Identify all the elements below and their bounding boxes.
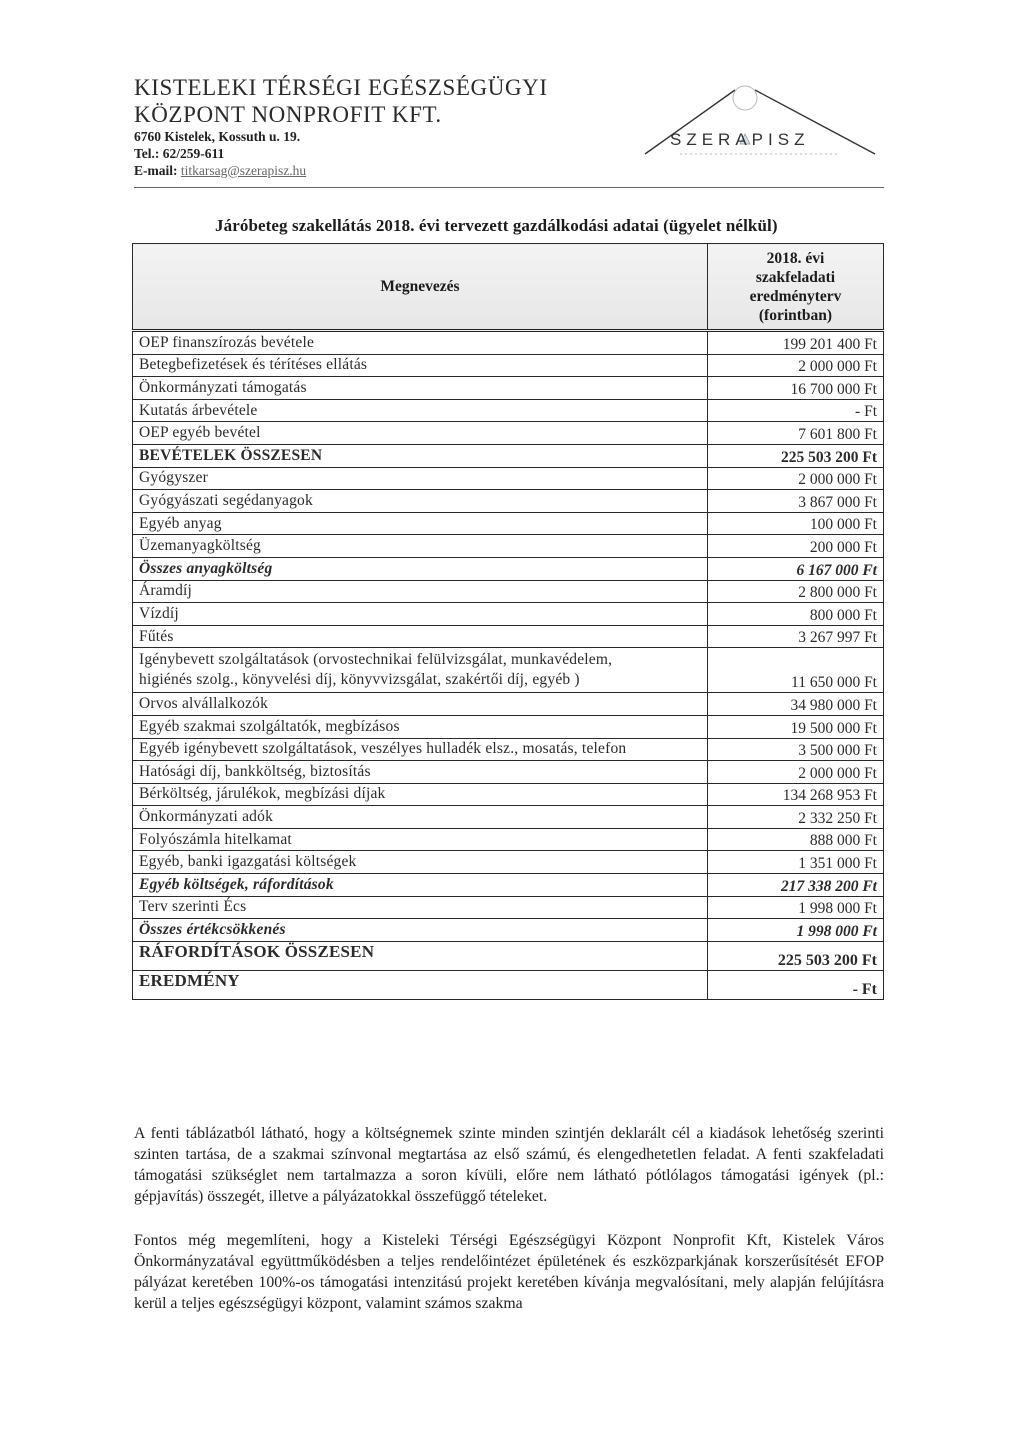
row-value: - Ft: [708, 970, 884, 999]
row-label: Áramdíj: [133, 580, 708, 603]
table-row: [133, 625, 884, 648]
table-row: [133, 580, 884, 603]
budget-table: [132, 243, 884, 1000]
row-value: 19 500 000 Ft: [708, 715, 884, 738]
col-header-line: 2018. évi: [766, 249, 825, 267]
header-divider: [134, 187, 884, 188]
row-label: Összes anyagköltség: [133, 557, 708, 580]
row-value: 225 503 200 Ft: [708, 941, 884, 970]
row-label: Fűtés: [133, 625, 708, 648]
col-header-name: Megnevezés: [133, 244, 708, 331]
row-value: 800 000 Ft: [708, 603, 884, 626]
total-row-income: [133, 444, 884, 467]
table-row: [133, 377, 884, 400]
row-label: Gyógyászati segédanyagok: [133, 490, 708, 513]
email-link[interactable]: titkarsag@szerapisz.hu: [180, 163, 307, 178]
row-value: 3 500 000 Ft: [708, 738, 884, 761]
table-row: [133, 761, 884, 784]
row-label: OEP finanszírozás bevétele: [133, 331, 708, 355]
org-address: 6760 Kistelek, Kossuth u. 19.: [134, 129, 301, 144]
row-value: 3 867 000 Ft: [708, 490, 884, 513]
table-row: [133, 738, 884, 761]
row-label: Orvos alvállalkozók: [133, 693, 708, 716]
letterhead: [134, 74, 548, 179]
col-header-value: [708, 244, 884, 331]
result-row: [133, 970, 884, 999]
row-value: 199 201 400 Ft: [708, 331, 884, 355]
email-label: E-mail:: [134, 163, 178, 178]
row-value: 134 268 953 Ft: [708, 783, 884, 806]
row-value: 16 700 000 Ft: [708, 377, 884, 400]
row-label: Betegbefizetések és térítéses ellátás: [133, 354, 708, 377]
org-name-line2: KÖZPONT NONPROFIT KFT.: [134, 102, 442, 127]
table-title: Járóbeteg szakellátás 2018. évi tervezett gazdálkodási adatai (ügyelet nélkül): [215, 216, 778, 235]
row-label: Gyógyszer: [133, 467, 708, 490]
row-label: Egyéb költségek, ráfordítások: [133, 874, 708, 897]
row-value: 200 000 Ft: [708, 535, 884, 558]
row-label-line: Igénybevett szolgáltatások (orvostechnikai felülvizsgálat, munkavédelem,: [139, 651, 613, 669]
row-label: Vízdíj: [133, 603, 708, 626]
table-row: [133, 354, 884, 377]
subtotal-row-materials: [133, 557, 884, 580]
row-label: Kutatás árbevétele: [133, 399, 708, 422]
row-label: Egyéb igénybevett szolgáltatások, veszélyes hulladék elsz., mosatás, telefon: [133, 738, 708, 761]
table-row: [133, 648, 884, 693]
row-label: Összes értékcsökkenés: [133, 919, 708, 942]
row-label: Egyéb anyag: [133, 512, 708, 535]
subtotal-row-depreciation: [133, 919, 884, 942]
row-value: 100 000 Ft: [708, 512, 884, 535]
table-row: [133, 535, 884, 558]
org-name-line1: KISTELEKI TÉRSÉGI EGÉSZSÉGÜGYI: [134, 75, 548, 100]
table-row: [133, 399, 884, 422]
row-label: Terv szerinti Écs: [133, 896, 708, 919]
row-label: Folyószámla hitelkamat: [133, 828, 708, 851]
subtotal-row-other-costs: [133, 874, 884, 897]
table-row: [133, 715, 884, 738]
paragraph-efop: Fontos még megemlíteni, hogy a Kisteleki Térségi Egészségügyi Központ Nonprofit Kft, Kistelek Város Önkormányzatával együttműködésben a teljes rendelőintézet épületének és eszközparkjának korszerűsítését EFOP pályázat keretében 100%-os támogatási intenzitású projekt keretében kívánja megvalósítani, mely alapján felújításra kerül a teljes egészségügyi központ, valamint számos szakma: [134, 1231, 884, 1312]
row-value: 217 338 200 Ft: [708, 874, 884, 897]
row-value: 888 000 Ft: [708, 828, 884, 851]
row-label: BEVÉTELEK ÖSSZESEN: [133, 444, 708, 467]
row-label: Bérköltség, járulékok, megbízási díjak: [133, 783, 708, 806]
table-row: [133, 851, 884, 874]
row-value: - Ft: [708, 399, 884, 422]
row-value: 3 267 997 Ft: [708, 625, 884, 648]
table-row: [133, 603, 884, 626]
table-header-row: [133, 244, 884, 331]
row-label: Egyéb szakmai szolgáltatók, megbízásos: [133, 715, 708, 738]
row-value: 2 000 000 Ft: [708, 761, 884, 784]
row-value: 2 000 000 Ft: [708, 354, 884, 377]
table-row: [133, 806, 884, 829]
logo-text: SZERAPISZ: [670, 130, 810, 149]
row-label: [133, 648, 708, 693]
total-row-expenses: [133, 941, 884, 970]
table-row: [133, 331, 884, 355]
row-label: RÁFORDÍTÁSOK ÖSSZESEN: [133, 941, 708, 970]
table-row: [133, 828, 884, 851]
row-value: 2 000 000 Ft: [708, 467, 884, 490]
table-row: [133, 422, 884, 445]
row-value: 1 998 000 Ft: [708, 919, 884, 942]
row-label: Önkormányzati adók: [133, 806, 708, 829]
row-value: 7 601 800 Ft: [708, 422, 884, 445]
row-label: Egyéb, banki igazgatási költségek: [133, 851, 708, 874]
table-row: [133, 512, 884, 535]
row-label: OEP egyéb bevétel: [133, 422, 708, 445]
row-value: 6 167 000 Ft: [708, 557, 884, 580]
row-label-line: higiénés szolg., könyvelési díj, könyvvizsgálat, szakértői díj, egyéb ): [139, 671, 580, 689]
row-label: Önkormányzati támogatás: [133, 377, 708, 400]
row-value: 11 650 000 Ft: [708, 648, 884, 693]
col-header-line: (forintban): [758, 306, 833, 324]
org-phone: Tel.: 62/259-611: [134, 146, 225, 161]
row-label: Hatósági díj, bankköltség, biztosítás: [133, 761, 708, 784]
row-value: 2 332 250 Ft: [708, 806, 884, 829]
row-value: 1 351 000 Ft: [708, 851, 884, 874]
col-header-line: eredményterv: [749, 287, 842, 305]
row-label: Üzemanyagköltség: [133, 535, 708, 558]
table-row: [133, 490, 884, 513]
table-row: [133, 693, 884, 716]
row-value: 225 503 200 Ft: [708, 444, 884, 467]
col-header-line: szakfeladati: [755, 268, 836, 286]
row-value: 2 800 000 Ft: [708, 580, 884, 603]
org-email-line: [134, 162, 548, 179]
row-value: 34 980 000 Ft: [708, 693, 884, 716]
szerapisz-logo: [640, 82, 880, 162]
row-label: EREDMÉNY: [133, 970, 708, 999]
row-value: 1 998 000 Ft: [708, 896, 884, 919]
table-row: [133, 783, 884, 806]
table-row: [133, 896, 884, 919]
paragraph-summary: A fenti táblázatból látható, hogy a költségnemek szinte minden szintjén deklarált cél a kiadások lehetőség szerinti szinten tartása, de a szakmai színvonal megtartása az első számú, és elengedhetetlen feladat. A fenti szakfeladati támogatási szükséglet nem tartalmazza a soron kívüli, előre nem látható pótlólagos támogatási igények (pl.: gépjavítás) összegét, illetve a pályázatokkal összefüggő tételeket.: [134, 1124, 884, 1205]
table-row: [133, 467, 884, 490]
